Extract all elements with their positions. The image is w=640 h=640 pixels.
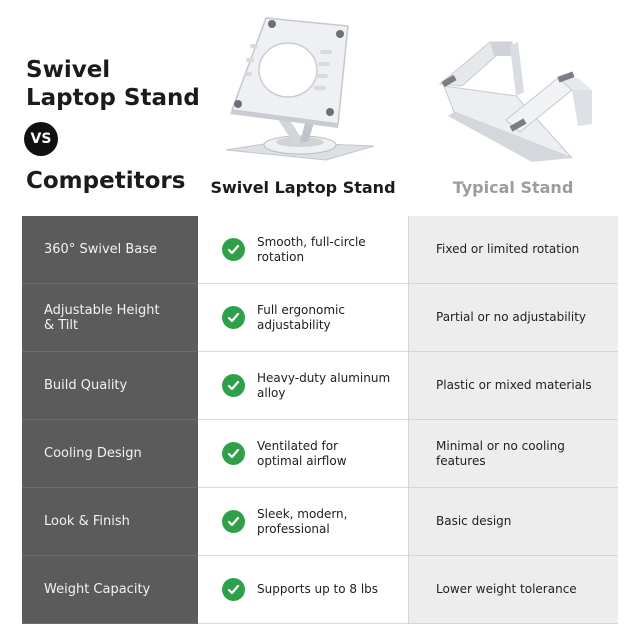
- check-circle-icon: [222, 306, 245, 329]
- check-circle-icon: [222, 442, 245, 465]
- swivel-cell: Supports up to 8 lbs: [198, 556, 408, 624]
- typical-column-header: Typical Stand: [452, 178, 574, 197]
- typical-cell: Partial or no adjustability: [408, 284, 618, 352]
- typical-cell: Fixed or limited rotation: [408, 216, 618, 284]
- swivel-cell: Full ergonomic adjustability: [198, 284, 408, 352]
- feature-cell: 360° Swivel Base: [22, 216, 198, 284]
- swivel-stand-image: [222, 14, 378, 164]
- typical-cell: Lower weight tolerance: [408, 556, 618, 624]
- feature-cell: Adjustable Height & Tilt: [22, 284, 198, 352]
- feature-cell: Weight Capacity: [22, 556, 198, 624]
- feature-cell: Look & Finish: [22, 488, 198, 556]
- check-circle-icon: [222, 578, 245, 601]
- swivel-column-header: Swivel Laptop Stand: [210, 178, 396, 197]
- page-title: Swivel Laptop Stand: [26, 57, 200, 111]
- check-circle-icon: [222, 510, 245, 533]
- swivel-cell: Sleek, modern, professional: [198, 488, 408, 556]
- typical-cell: Basic design: [408, 488, 618, 556]
- swivel-cell: Smooth, full-circle rotation: [198, 216, 408, 284]
- check-circle-icon: [222, 238, 245, 261]
- typical-cell: Minimal or no cooling features: [408, 420, 618, 488]
- comparison-table: [22, 216, 618, 624]
- typical-cell: Plastic or mixed materials: [408, 352, 618, 420]
- vs-badge: VS: [24, 122, 58, 156]
- swivel-cell: Ventilated for optimal airflow: [198, 420, 408, 488]
- swivel-cell: Heavy-duty aluminum alloy: [198, 352, 408, 420]
- feature-cell: Build Quality: [22, 352, 198, 420]
- typical-stand-image: [432, 34, 596, 170]
- feature-cell: Cooling Design: [22, 420, 198, 488]
- check-circle-icon: [222, 374, 245, 397]
- competitors-heading: Competitors: [26, 168, 186, 194]
